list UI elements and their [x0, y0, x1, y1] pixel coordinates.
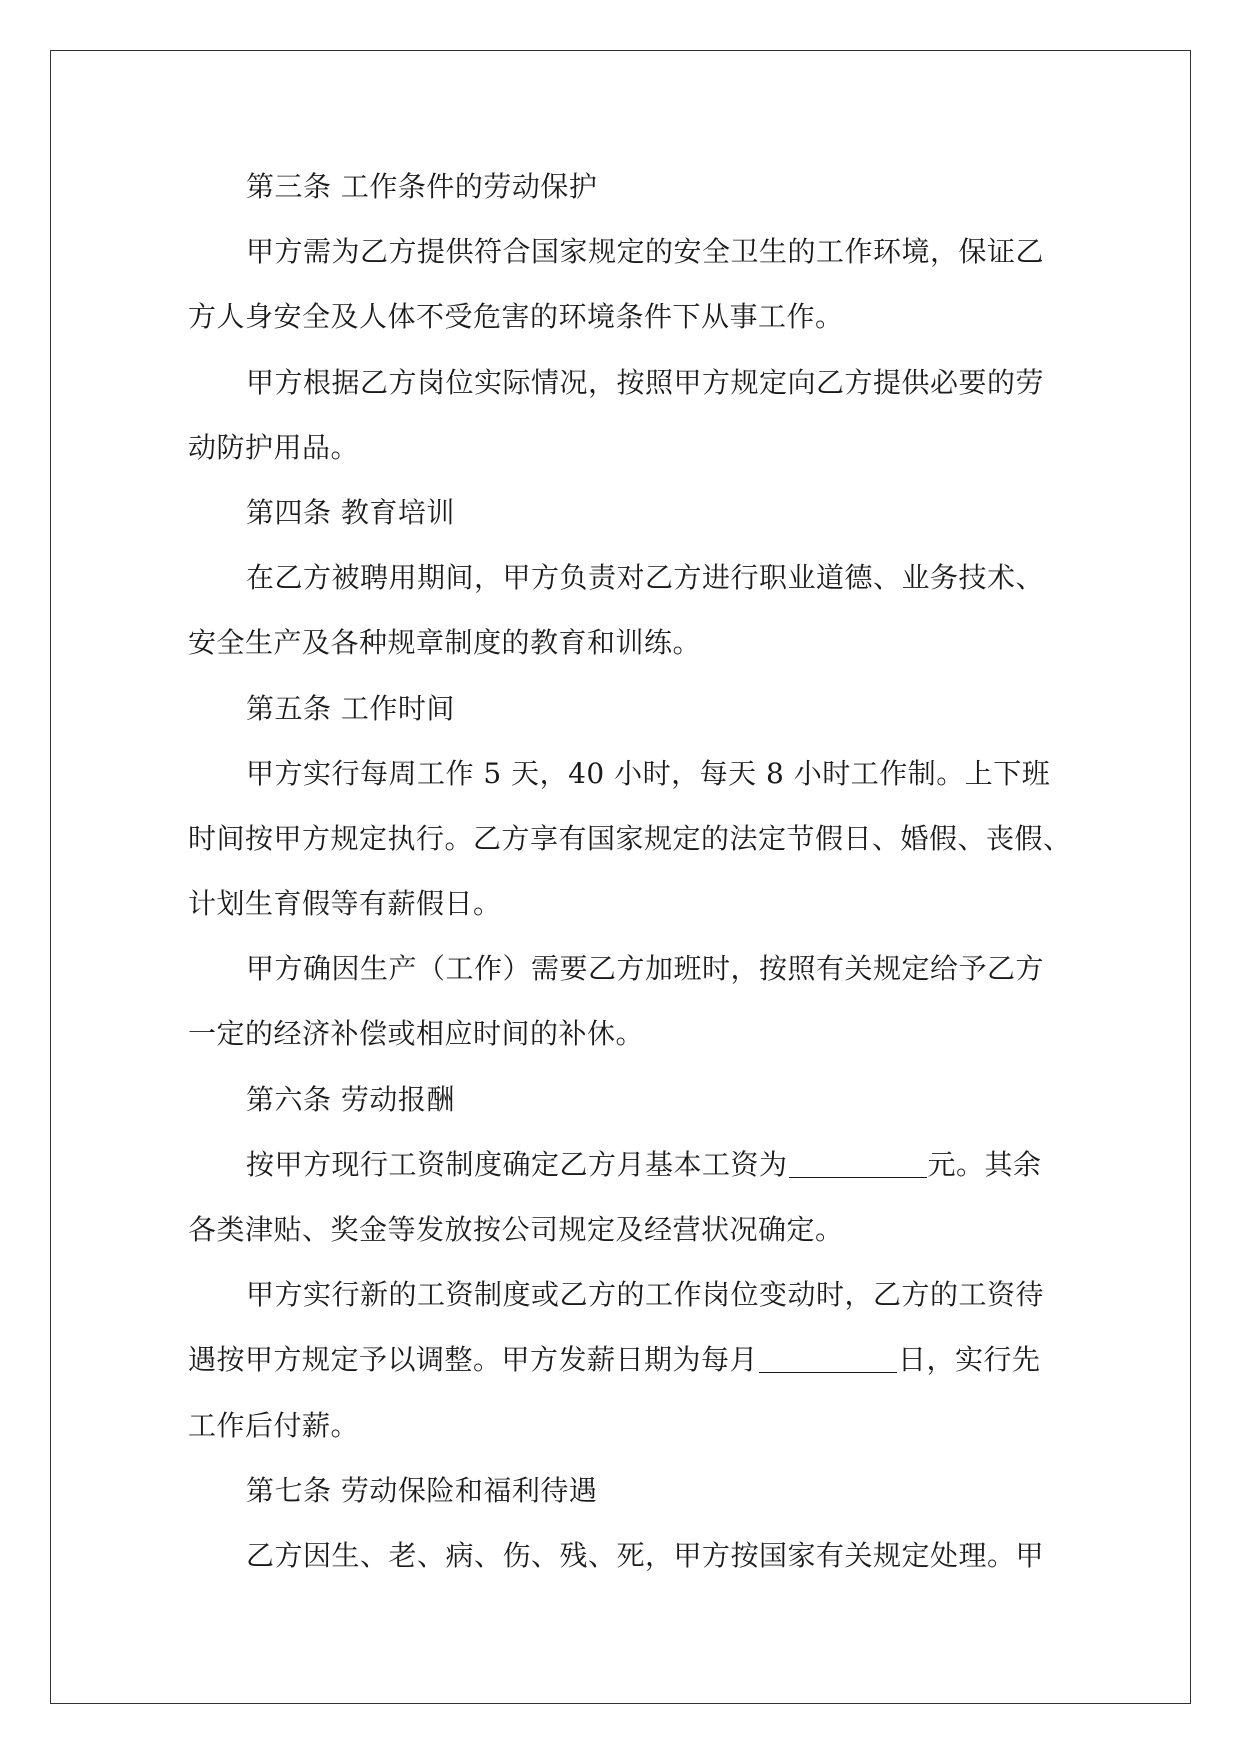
salary-text-after: 元。其余: [927, 1147, 1042, 1181]
paragraph-line: 甲方实行新的工资制度或乙方的工作岗位变动时，乙方的工资待: [246, 1278, 1045, 1312]
paragraph-line: 工作后付薪。: [188, 1408, 360, 1442]
article-7-heading: 第七条 劳动保险和福利待遇: [246, 1473, 598, 1507]
paragraph-line: 方人身安全及人体不受危害的环境条件下从事工作。: [188, 300, 844, 334]
paragraph-line: 乙方因生、老、病、伤、残、死，甲方按国家有关规定处理。甲: [246, 1538, 1045, 1572]
paragraph-line: 计划生育假等有薪假日。: [188, 887, 502, 921]
article-5-heading: 第五条 工作时间: [246, 691, 455, 725]
paragraph-line: [188, 1327, 1058, 1392]
paragraph-line: [188, 1132, 1058, 1197]
salary-text-before: 按甲方现行工资制度确定乙方月基本工资为: [246, 1147, 788, 1181]
document-body: [188, 154, 1072, 1588]
paragraph-line: 动防护用品。: [188, 430, 360, 464]
paragraph-line: 甲方根据乙方岗位实际情况，按照甲方规定向乙方提供必要的劳: [246, 365, 1045, 399]
payday-text-before: 遇按甲方规定予以调整。甲方发薪日期为每月: [188, 1343, 759, 1377]
article-3-heading: 第三条 工作条件的劳动保护: [246, 170, 598, 203]
paragraph-line: 甲方需为乙方提供符合国家规定的安全卫生的工作环境，保证乙: [246, 235, 1045, 269]
paragraph-line: 各类津贴、奖金等发放按公司规定及经营状况确定。: [188, 1213, 844, 1246]
salary-blank-field: [789, 1151, 927, 1178]
article-6-heading: 第六条 劳动报酬: [246, 1082, 455, 1116]
paragraph-line: 时间按甲方规定执行。乙方享有国家规定的法定节假日、婚假、丧假、: [188, 821, 1072, 855]
paragraph-line: 在乙方被聘用期间，甲方负责对乙方进行职业道德、业务技术、: [246, 561, 1045, 595]
article-4-heading: 第四条 教育培训: [246, 495, 455, 529]
paragraph-line: 一定的经济补偿或相应时间的补休。: [188, 1017, 645, 1051]
payday-blank-field: [759, 1346, 897, 1373]
paragraph-line: 甲方确因生产（工作）需要乙方加班时，按照有关规定给予乙方: [246, 952, 1045, 986]
paragraph-line: 甲方实行每周工作 5 天，40 小时，每天 8 小时工作制。上下班: [246, 756, 1051, 790]
payday-text-after: 日，实行先: [898, 1343, 1041, 1377]
paragraph-line: 安全生产及各种规章制度的教育和训练。: [188, 626, 702, 660]
